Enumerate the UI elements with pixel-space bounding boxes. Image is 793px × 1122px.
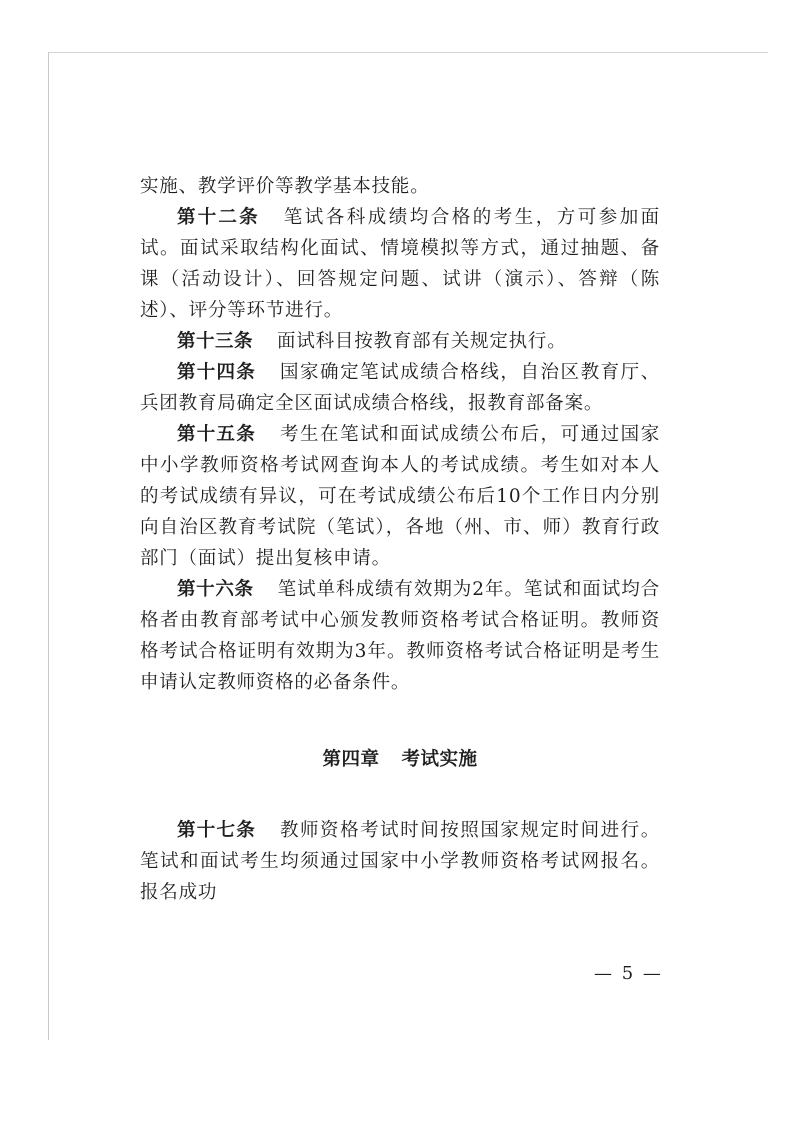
article-17 xyxy=(140,815,660,908)
chapter-number: 第四章 xyxy=(322,749,380,770)
continuation-paragraph: 实施、教学评价等教学基本技能。 xyxy=(140,176,430,197)
article-text: 教师资格考试时间按照国家规定时间进行。笔试和面试考生均须通过国家中小学教师资格考试网报名。报名成功 xyxy=(140,820,660,903)
article-label: 第十六条 xyxy=(177,579,254,600)
article-text: 考生在笔试和面试成绩公布后，可通过国家中小学教师资格考试网查询本人的考试成绩。考生如对本人的考试成绩有异议，可在考试成绩公布后10个工作日内分别向自治区教育考试院（笔试），各地（州、市、师）教育行政部门（面试）提出复核申请。 xyxy=(140,424,660,569)
article-15 xyxy=(140,419,660,574)
page-number: — 5 — xyxy=(594,963,663,984)
document-body xyxy=(140,171,660,908)
article-label: 第十二条 xyxy=(177,207,260,228)
article-16 xyxy=(140,574,660,698)
article-13 xyxy=(140,326,660,357)
page-top-edge xyxy=(48,52,768,53)
page-left-edge xyxy=(48,52,49,1040)
article-label: 第十四条 xyxy=(177,362,256,383)
article-14 xyxy=(140,357,660,419)
chapter-title: 考试实施 xyxy=(401,749,478,770)
article-label: 第十五条 xyxy=(177,424,256,445)
article-text: 笔试单科成绩有效期为2年。笔试和面试均合格者由教育部考试中心颁发教师资格考试合格证明。教师资格考试合格证明有效期为3年。教师资格考试合格证明是考生申请认定教师资格的必备条件。 xyxy=(140,579,660,693)
article-label: 第十七条 xyxy=(177,820,256,841)
article-label: 第十三条 xyxy=(177,331,254,352)
article-text: 面试科目按教育部有关规定执行。 xyxy=(277,331,567,352)
article-text: 国家确定笔试成绩合格线，自治区教育厅、兵团教育局确定全区面试成绩合格线，报教育部备案。 xyxy=(140,362,660,414)
article-text: 笔试各科成绩均合格的考生，方可参加面试。面试采取结构化面试、情境模拟等方式，通过抽题、备课（活动设计）、回答规定问题、试讲（演示）、答辩（陈述）、评分等环节进行。 xyxy=(140,207,660,321)
article-12 xyxy=(140,202,660,326)
chapter-heading xyxy=(140,744,660,775)
